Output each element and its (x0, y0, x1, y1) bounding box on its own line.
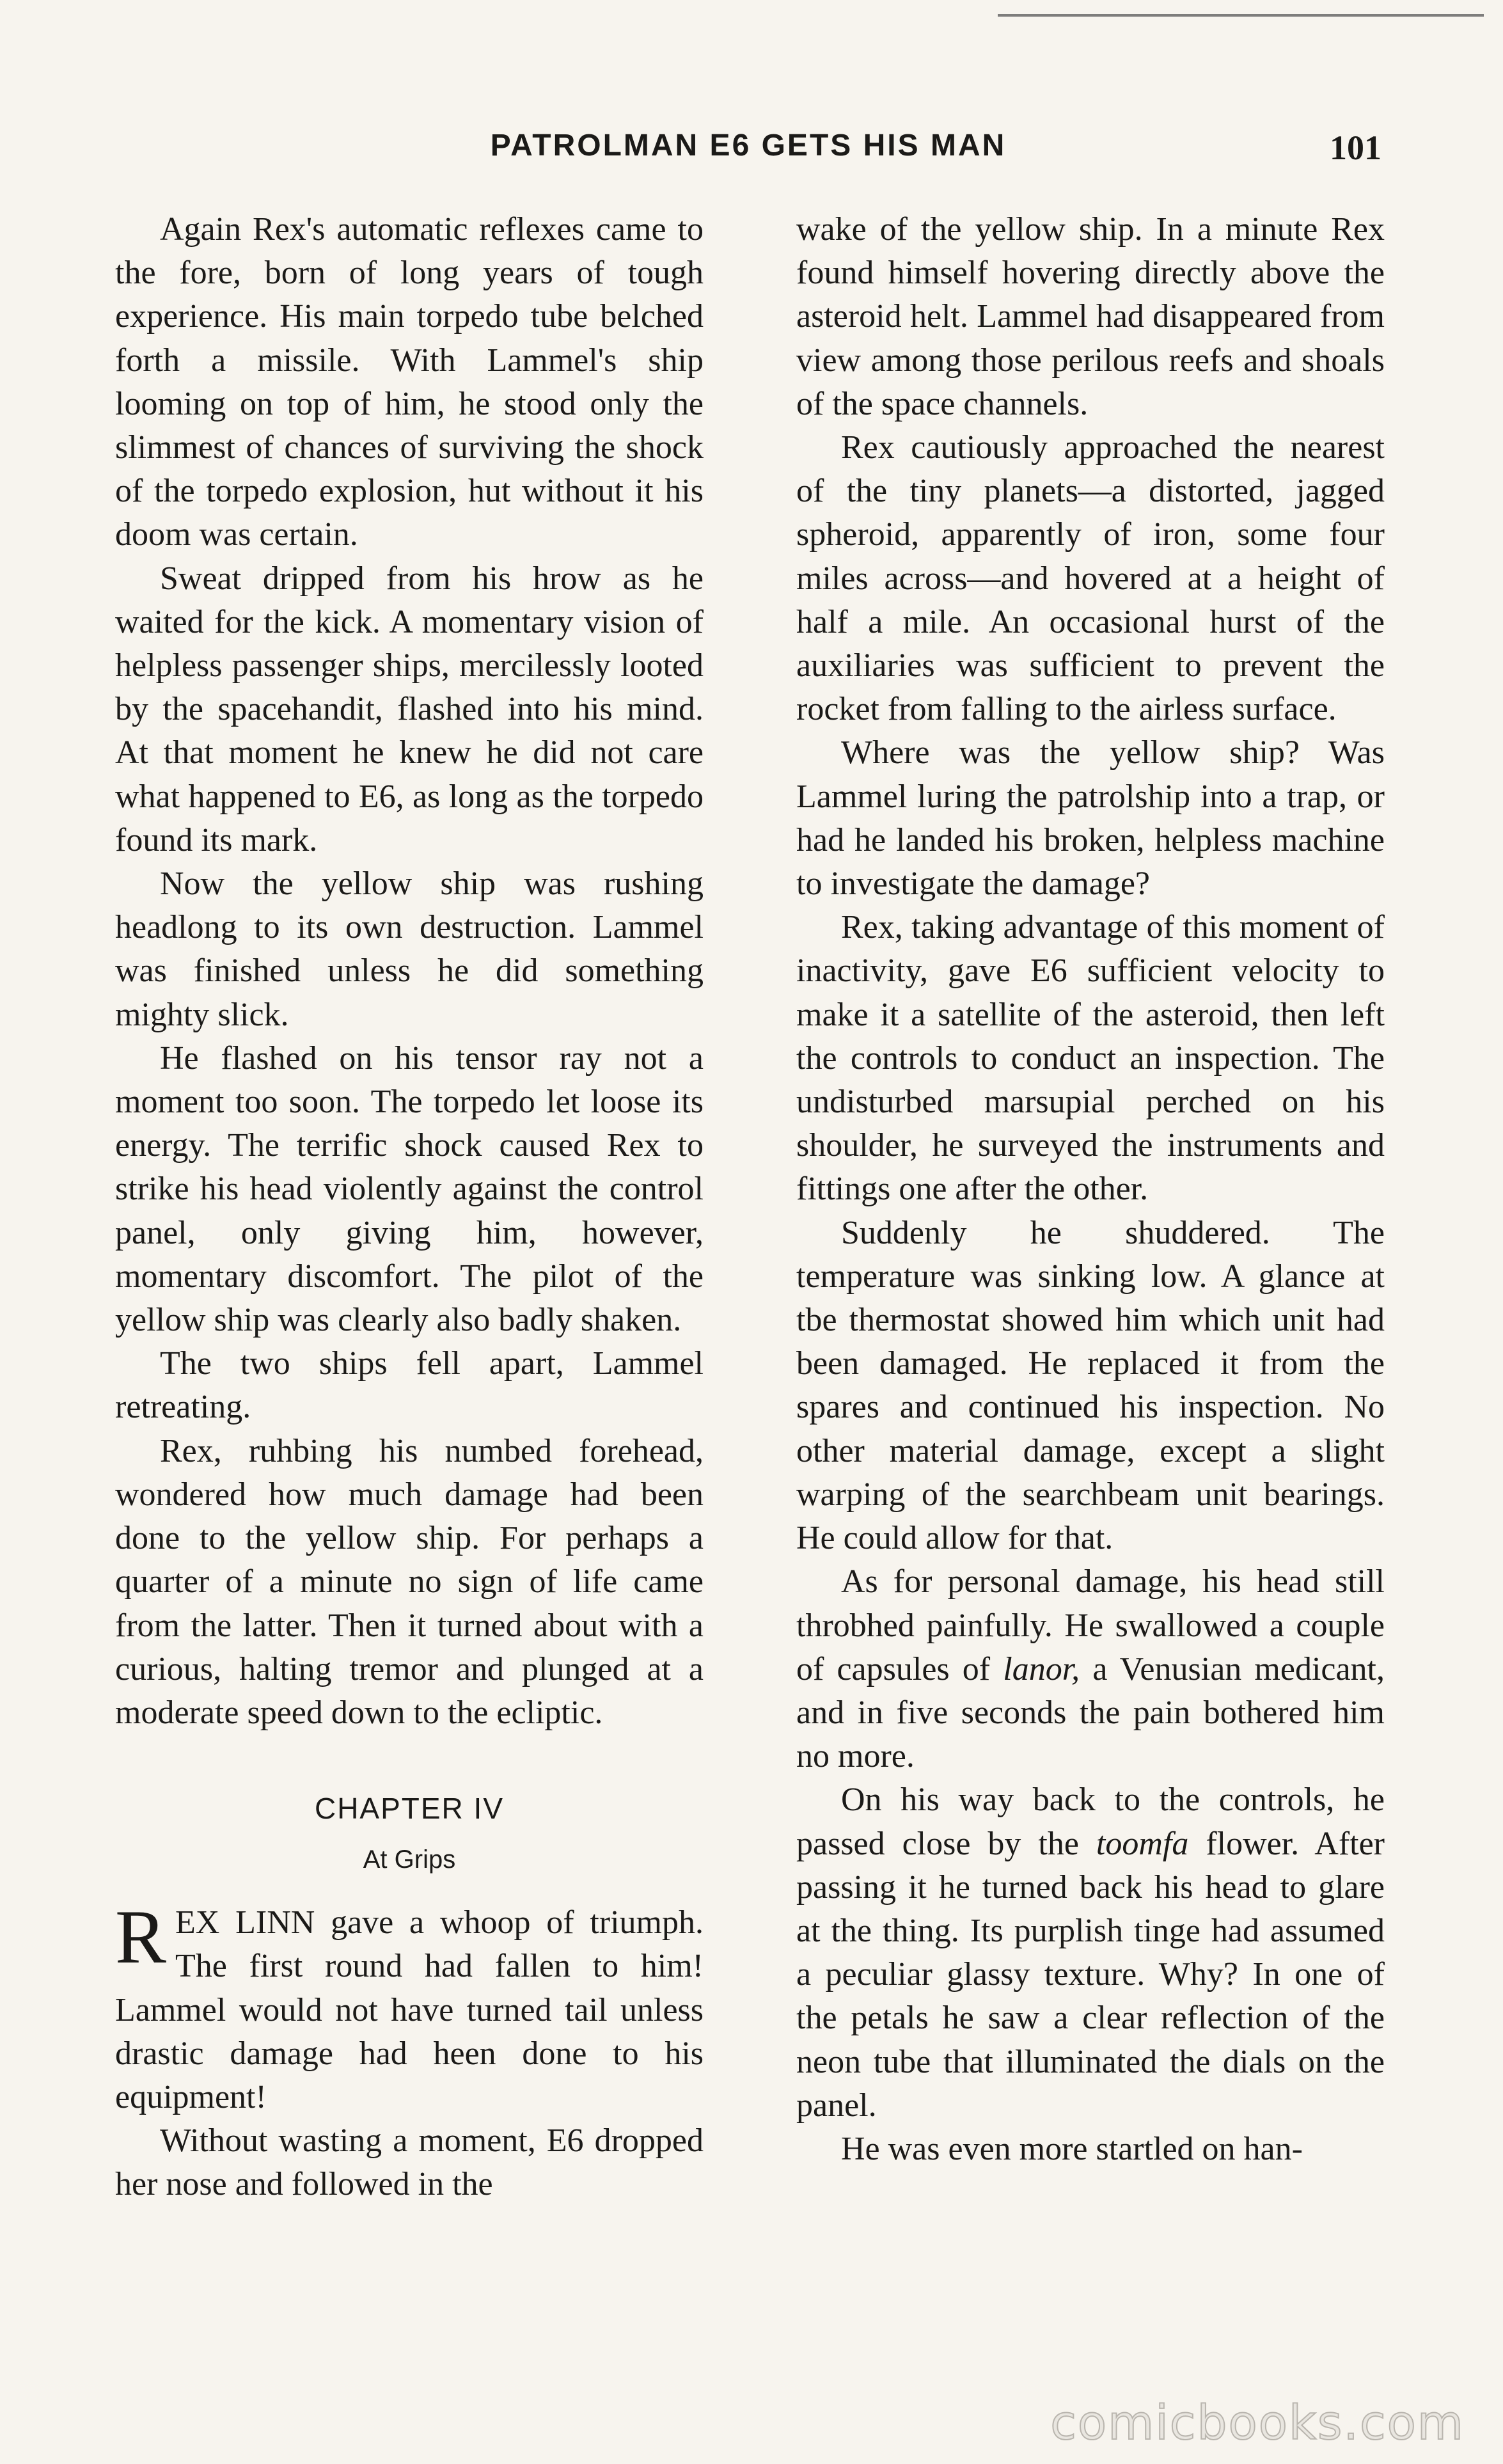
paragraph: Sweat dripped from his hrow as he waited for the kick. A momentary vision of helpless passenger ships, mercilessly looted by the spacehandit, flashed into his mind. At that moment he knew he did not care what happened to E6, as long as the torpedo found its mark. (115, 560, 704, 858)
paragraph (796, 1778, 1385, 2128)
paragraph: Now the yellow ship was rushing headlong to its own destruction. Lammel was finished unless he did something mighty slick. (115, 865, 704, 1033)
paragraph: Rex cautiously approached the nearest of the tiny planets—a distorted, jagged spheroid, apparently of iron, some four miles across—and hovered at a height of half a mile. An occasional hurst of the auxiliaries was sufficient to prevent the rocket from falling to the airless surface. (796, 429, 1385, 728)
chapter-heading: CHAPTER IV (314, 1792, 505, 1826)
paragraph: He was even more startled on han- (841, 2130, 1303, 2167)
paragraph: The two ships fell apart, Lammel retreating. (115, 1345, 704, 1426)
paragraph: Suddenly he shuddered. The temperature was sinking low. A glance at tbe thermostat showed him which unit had been damaged. He replaced it from the spares and continued his inspection. No other material damage, except a slight warping of the searchbeam unit bearings. He could allow for that. (796, 1214, 1385, 1557)
dropcap-paragraph-text: EX LINN gave a whoop of triumph. The first round had fallen to him! Lammel would not have turned tail unless drastic damage had heen done to his equipment! (115, 1904, 704, 2115)
paragraph: Rex, ruhbing his numbed forehead, wondered how much damage had been done to the yellow ship. For perhaps a quarter of a minute no sign of life came from the latter. Then it turned about with a curious, halting tremor and plunged at a moderate speed down to the ecliptic. (115, 1432, 704, 1731)
text-run: flower. After passing it he turned back his head to glare at the thing. Its purplish tinge had assumed a peculiar glassy texture. Why? In one of the petals he saw a clear reflection of the neon tube that illuminated the dials on the panel. (796, 1825, 1385, 2124)
italic-term: lanor, (1003, 1650, 1080, 1687)
top-rule (998, 14, 1484, 17)
paragraph: Where was the yellow ship? Was Lammel luring the patrolship into a trap, or had he landed his broken, helpless machine to investigate the damage? (796, 734, 1385, 903)
page-number: 101 (1330, 129, 1381, 167)
paragraph: Without wasting a moment, E6 dropped her nose and followed in the (115, 2122, 704, 2203)
paragraph: He flashed on his tensor ray not a moment too soon. The torpedo let loose its energy. The terrific shock caused Rex to strike his head violently against the control panel, only giving him, however, momentary discomfort. The pilot of the yellow ship was clearly also badly shaken. (115, 1039, 704, 1339)
continued-paragraph: wake of the yellow ship. In a minute Rex found himself hovering directly above the asteroid helt. Lammel had disappeared from view among those perilous reefs and shoals of the space channels. (796, 211, 1385, 422)
text-run: As for personal damage, his head still throbhed painfully. He swallowed a couple of capsules of (796, 1563, 1385, 1687)
page-header (115, 128, 1381, 186)
left-column (115, 208, 704, 2207)
dropcap-paragraph (115, 1894, 704, 2119)
text-run: On his way back to the controls, he passed close by the (796, 1781, 1385, 1862)
italic-term: toomfa (1096, 1825, 1189, 1862)
watermark: comicbooks.com (1050, 2396, 1465, 2451)
running-head: PATROLMAN E6 GETS HIS MAN (490, 129, 1007, 162)
right-column (796, 208, 1385, 2171)
paragraph: Again Rex's automatic reflexes came to the fore, born of long years of tough experience. His main torpedo tube belched forth a missile. With Lammel's ship looming on top of him, he stood only the slimmest of chances of surviving the shock of the torpedo explosion, hut without it his doom was certain. (115, 211, 704, 553)
chapter-subheading: At Grips (363, 1845, 456, 1874)
paragraph (796, 1560, 1385, 1778)
paragraph: Rex, taking advantage of this moment of inactivity, gave E6 sufficient velocity to make it a satellite of the asteroid, then left the controls to conduct an inspection. The undisturbed marsupial perched on his shoulder, he surveyed the instruments and fittings one after the other. (796, 909, 1385, 1208)
text-run: a Venusian medicant, and in five seconds the pain bothered him no more. (796, 1650, 1385, 1775)
dropcap-letter: R (115, 1894, 167, 1980)
